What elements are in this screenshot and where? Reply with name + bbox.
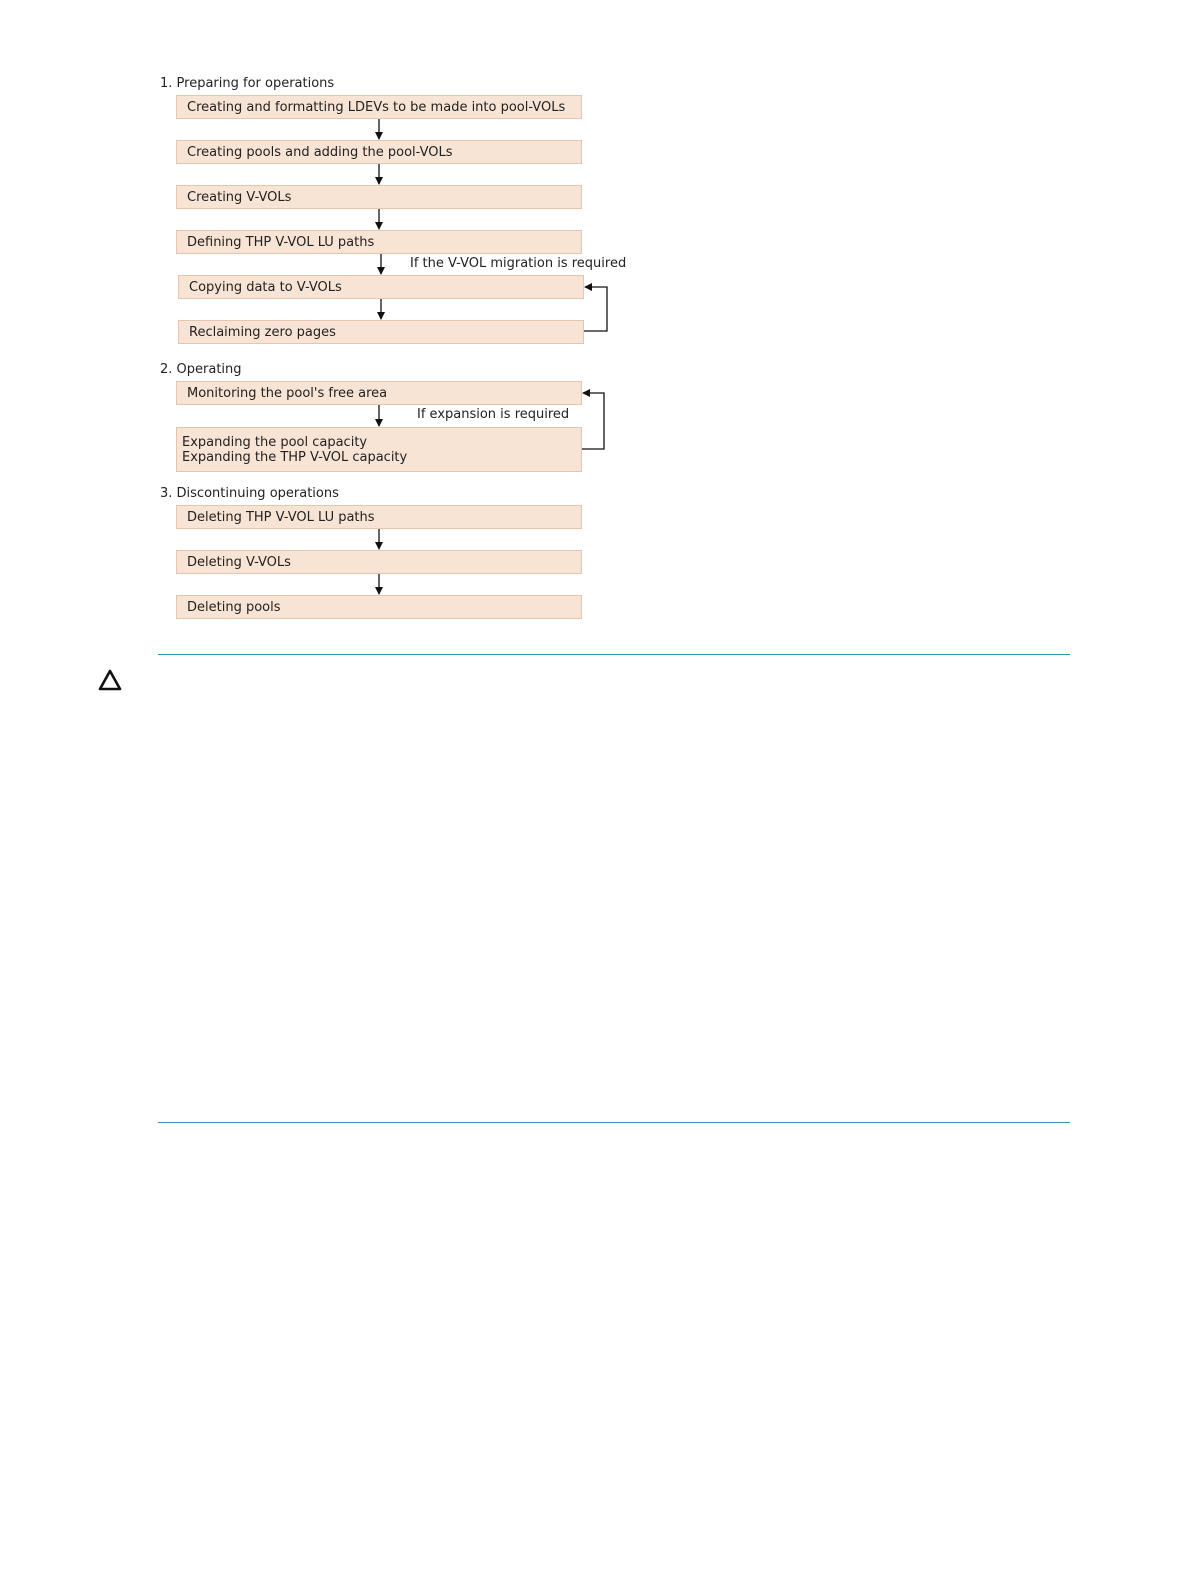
step-creating-vvols: Creating V-VOLs — [176, 185, 582, 209]
step-monitoring-free-area: Monitoring the pool's free area — [176, 381, 582, 405]
condition-vvol-migration: If the V-VOL migration is required — [410, 256, 627, 271]
step-expanding-vvol-capacity: Expanding the THP V-VOL capacity — [182, 449, 408, 465]
step-deleting-vvols: Deleting V-VOLs — [176, 550, 582, 574]
caution-bottom-rule — [158, 1122, 1070, 1123]
loop-arrow-expansion — [582, 393, 604, 449]
step-deleting-lu-paths: Deleting THP V-VOL LU paths — [176, 505, 582, 529]
step-creating-pools: Creating pools and adding the pool-VOLs — [176, 140, 582, 164]
section-title-preparing: 1. Preparing for operations — [160, 76, 335, 91]
section-title-operating: 2. Operating — [160, 362, 242, 377]
flow-arrows — [0, 0, 1189, 700]
caution-top-rule — [158, 654, 1070, 655]
step-defining-lu-paths: Defining THP V-VOL LU paths — [176, 230, 582, 254]
section-title-discontinuing: 3. Discontinuing operations — [160, 486, 339, 501]
step-creating-formatting-ldevs: Creating and formatting LDEVs to be made into pool-VOLs — [176, 95, 582, 119]
step-copying-data: Copying data to V-VOLs — [178, 275, 584, 299]
step-reclaiming-zero-pages: Reclaiming zero pages — [178, 320, 584, 344]
loop-arrow-migration — [584, 287, 607, 331]
step-deleting-pools: Deleting pools — [176, 595, 582, 619]
step-expanding-pool-capacity: Expanding the pool capacity — [182, 434, 368, 450]
condition-expansion: If expansion is required — [417, 407, 570, 422]
caution-triangle-icon — [98, 669, 122, 691]
